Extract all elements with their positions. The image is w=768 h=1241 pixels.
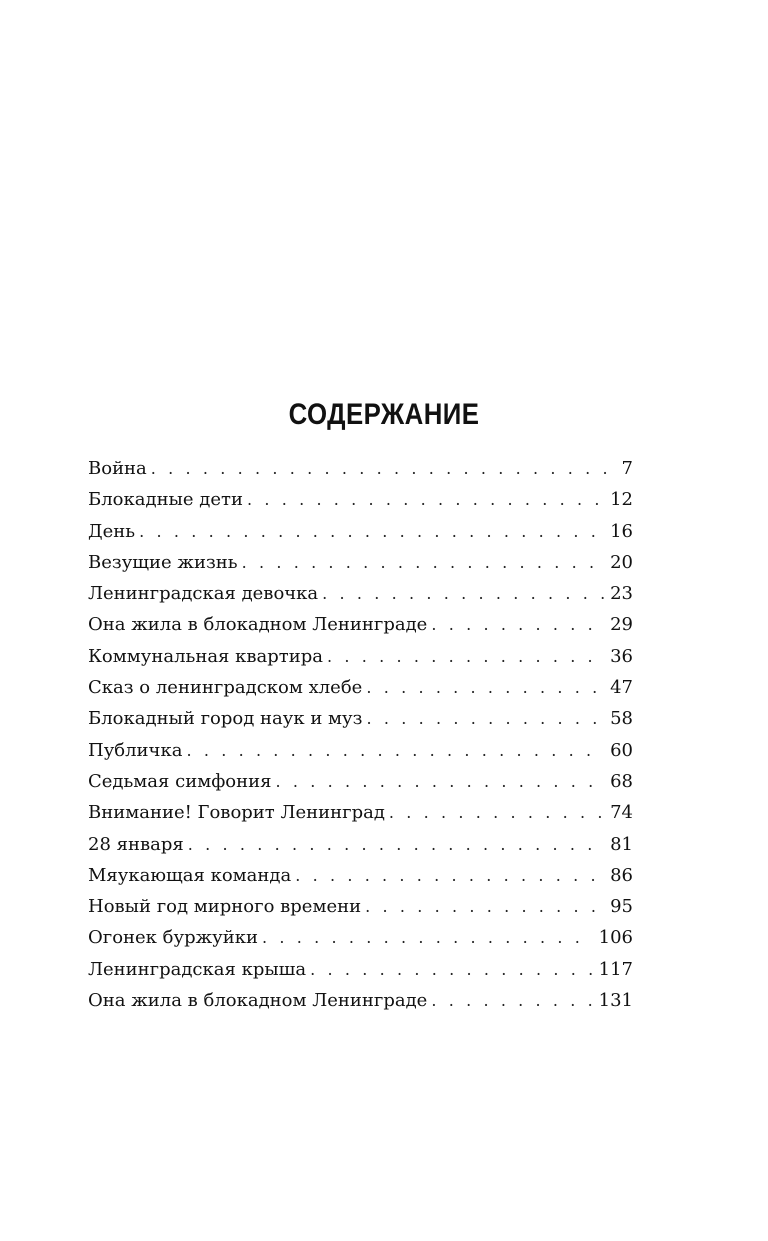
toc-entry-title: Блокадные дети xyxy=(88,489,243,511)
dot-leader xyxy=(322,578,604,609)
dot-leader xyxy=(275,766,604,797)
toc-entry-title: Сказ о ленинградском хлебе xyxy=(88,677,363,699)
toc-entry-title: Везущие жизнь xyxy=(88,551,238,573)
toc-entry-title: Коммунальная квартира xyxy=(88,645,323,667)
toc-entry-title: Война xyxy=(88,458,147,479)
dot-leader xyxy=(431,609,604,640)
toc-entry-page-number: 86 xyxy=(610,864,633,886)
toc-entry-title: 28 января xyxy=(88,833,184,855)
toc-entry[interactable] xyxy=(88,891,633,922)
toc-entry[interactable] xyxy=(88,672,633,703)
toc-entry-title: Ленинградская девочка xyxy=(88,583,319,605)
toc-entry[interactable] xyxy=(88,609,633,640)
toc-entry-title: Мяукающая команда xyxy=(88,864,292,886)
toc-entry-page-number: 20 xyxy=(610,551,633,573)
toc-entry-title: Ленинградская крыша xyxy=(88,958,307,980)
toc-entry-page-number: 68 xyxy=(610,770,633,792)
toc-entry-page-number: 117 xyxy=(598,958,633,980)
toc-entry-page-number: 95 xyxy=(610,896,633,918)
toc-entry-page-number: 58 xyxy=(610,708,633,730)
toc-entry-page-number: 81 xyxy=(610,833,633,855)
dot-leader xyxy=(366,703,604,734)
toc-entry-page-number: 74 xyxy=(610,802,633,824)
table-of-contents xyxy=(88,453,633,1016)
toc-entry[interactable] xyxy=(88,954,633,985)
dot-leader xyxy=(327,641,604,672)
dot-leader xyxy=(389,797,604,828)
toc-entry-title: Новый год мирного времени xyxy=(88,896,362,918)
toc-entry[interactable] xyxy=(88,985,633,1016)
toc-entry-title: Блокадный город наук и муз xyxy=(88,708,363,730)
toc-entry[interactable] xyxy=(88,797,633,828)
toc-entry[interactable] xyxy=(88,578,633,609)
dot-leader xyxy=(139,516,604,547)
toc-entry-page-number: 47 xyxy=(610,677,633,699)
dot-leader xyxy=(365,891,604,922)
toc-entry-title: Огонек буржуйки xyxy=(88,927,258,949)
toc-entry-title: Публичка xyxy=(88,739,183,761)
dot-leader xyxy=(186,735,604,766)
toc-entry-title: Внимание! Говорит Ленинград xyxy=(88,802,385,824)
toc-entry-page-number: 7 xyxy=(621,458,633,479)
toc-entry[interactable] xyxy=(88,735,633,766)
toc-entry[interactable] xyxy=(88,516,633,547)
toc-entry-title: Седьмая симфония xyxy=(88,770,272,792)
toc-entry[interactable] xyxy=(88,860,633,891)
dot-leader xyxy=(247,484,604,515)
toc-entry[interactable] xyxy=(88,703,633,734)
toc-entry[interactable] xyxy=(88,766,633,797)
dot-leader xyxy=(262,922,593,953)
toc-entry[interactable] xyxy=(88,484,633,515)
dot-leader xyxy=(242,547,605,578)
dot-leader xyxy=(310,954,593,985)
toc-entry-page-number: 106 xyxy=(598,927,633,949)
toc-entry-page-number: 29 xyxy=(610,614,633,636)
toc-entry[interactable] xyxy=(88,829,633,860)
toc-entry[interactable] xyxy=(88,641,633,672)
toc-entry-title: Она жила в блокадном Ленинграде xyxy=(88,614,428,636)
toc-entry-title: День xyxy=(88,520,136,542)
toc-entry[interactable] xyxy=(88,922,633,953)
toc-entry-title: Она жила в блокадном Ленинграде xyxy=(88,990,428,1012)
toc-entry-page-number: 131 xyxy=(598,990,633,1012)
dot-leader xyxy=(295,860,604,891)
dot-leader xyxy=(431,985,592,1016)
toc-entry-page-number: 12 xyxy=(610,489,633,511)
toc-entry[interactable] xyxy=(88,547,633,578)
toc-entry-page-number: 16 xyxy=(610,520,633,542)
toc-entry[interactable] xyxy=(88,453,633,484)
page-title: СОДЕРЖАНИЕ xyxy=(288,398,480,432)
dot-leader xyxy=(151,453,613,484)
dot-leader xyxy=(366,672,604,703)
toc-entry-page-number: 23 xyxy=(610,583,633,605)
toc-entry-page-number: 60 xyxy=(610,739,633,761)
dot-leader xyxy=(188,829,604,860)
toc-entry-page-number: 36 xyxy=(610,645,633,667)
